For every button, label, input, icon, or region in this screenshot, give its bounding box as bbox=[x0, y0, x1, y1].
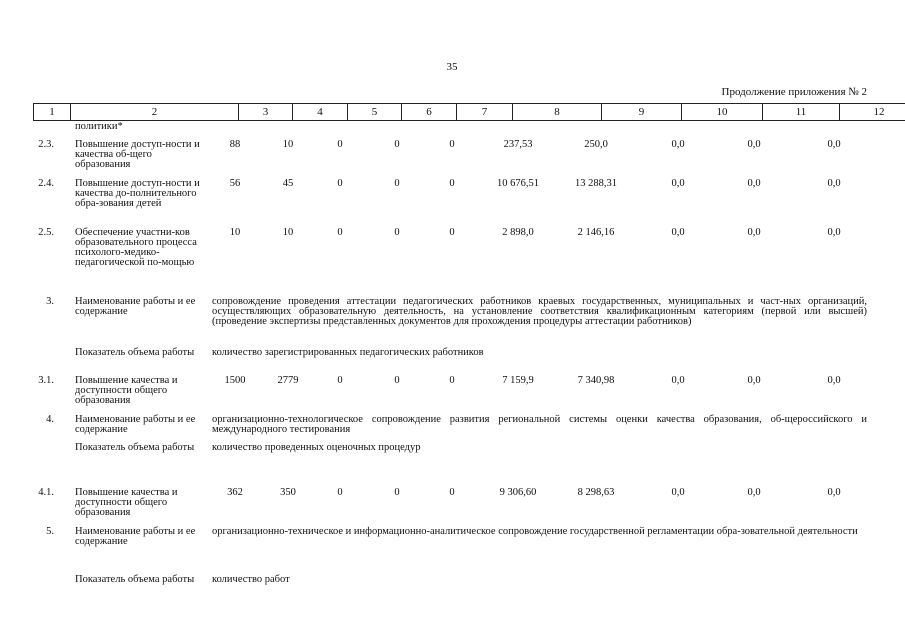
value-col-4: 45 bbox=[282, 178, 294, 189]
header-col-10: 10 bbox=[682, 104, 763, 121]
value-col-10: 0,0 bbox=[671, 227, 685, 238]
value-col-3: 10 bbox=[229, 227, 241, 238]
value-col-5: 0 bbox=[337, 178, 343, 189]
value-col-3: 1500 bbox=[224, 375, 246, 386]
value-col-10: 0,0 bbox=[671, 487, 685, 498]
work-name-label: Наименование работы и ее содержание bbox=[75, 414, 196, 435]
row-number: 3.1. bbox=[38, 375, 54, 386]
row-number: 2.5. bbox=[38, 227, 54, 238]
value-col-12: 0,0 bbox=[827, 375, 841, 386]
value-col-11: 0,0 bbox=[747, 487, 761, 498]
work-name-text: организационно-техническое и информационно-аналитическое сопровождение государственной регламентации обра-зовательной деятельности bbox=[212, 526, 858, 537]
header-col-5: 5 bbox=[348, 104, 402, 121]
volume-indicator-text: количество проведенных оценочных процедур bbox=[212, 442, 421, 453]
section-number: 3. bbox=[46, 296, 54, 307]
value-col-7: 0 bbox=[449, 227, 455, 238]
row-name: Обеспечение участни-ков образовательного процесса психолого-медико-педагогической по-мощью bbox=[75, 227, 197, 268]
value-col-7: 0 bbox=[449, 139, 455, 150]
value-col-8: 10 676,51 bbox=[497, 178, 539, 189]
row-name: Повышение доступ-ности и качества до-полнительного обра-зования детей bbox=[75, 178, 200, 209]
value-col-12: 0,0 bbox=[827, 178, 841, 189]
volume-indicator-text: количество работ bbox=[212, 574, 290, 585]
value-col-4: 2779 bbox=[277, 375, 299, 386]
page-number: 35 bbox=[446, 61, 458, 73]
header-col-9: 9 bbox=[602, 104, 682, 121]
work-name-text: сопровождение проведения аттестации педагогических работников краевых государственных, муниципальных и част-ных организаций, осуществляющих образовательную деятельность, на установление соответствия квалификационным категориям (первой или высшей) (проведение экспертизы представленных документов для прохождения процедуры аттестации работников) bbox=[212, 296, 867, 327]
header-col-8: 8 bbox=[513, 104, 602, 121]
value-col-11: 0,0 bbox=[747, 139, 761, 150]
value-col-3: 362 bbox=[227, 487, 243, 498]
value-col-5: 0 bbox=[337, 375, 343, 386]
value-col-4: 10 bbox=[282, 139, 294, 150]
column-number-header bbox=[33, 103, 905, 121]
header-col-12: 12 bbox=[840, 104, 905, 121]
header-col-2: 2 bbox=[71, 104, 239, 121]
volume-indicator-label: Показатель объема работы bbox=[75, 442, 195, 453]
value-col-3: 56 bbox=[229, 178, 241, 189]
value-col-3: 88 bbox=[229, 139, 241, 150]
value-col-7: 0 bbox=[449, 375, 455, 386]
work-name-label: Наименование работы и ее содержание bbox=[75, 526, 196, 547]
value-col-9: 2 146,16 bbox=[577, 227, 615, 238]
volume-indicator-label: Показатель объема работы bbox=[75, 574, 195, 585]
row-name: Повышение качества и доступности общего образования bbox=[75, 487, 178, 518]
section-number: 5. bbox=[46, 526, 54, 537]
work-name-text: организационно-технологическое сопровождение развития региональной системы оценки качества образования, об-щероссийского и международного тестирования bbox=[212, 414, 867, 435]
value-col-6: 0 bbox=[394, 375, 400, 386]
header-col-11: 11 bbox=[763, 104, 840, 121]
header-col-1: 1 bbox=[34, 104, 71, 121]
value-col-6: 0 bbox=[394, 227, 400, 238]
row-number: 2.4. bbox=[38, 178, 54, 189]
header-col-6: 6 bbox=[402, 104, 457, 121]
value-col-9: 7 340,98 bbox=[577, 375, 615, 386]
value-col-12: 0,0 bbox=[827, 487, 841, 498]
value-col-9: 13 288,31 bbox=[575, 178, 617, 189]
header-col-3: 3 bbox=[239, 104, 293, 121]
value-col-4: 10 bbox=[282, 227, 294, 238]
work-name-label: Наименование работы и ее содержание bbox=[75, 296, 196, 317]
header-col-7: 7 bbox=[457, 104, 513, 121]
value-col-4: 350 bbox=[280, 487, 296, 498]
value-col-9: 250,0 bbox=[584, 139, 608, 150]
row-name: Повышение качества и доступности общего образования bbox=[75, 375, 178, 406]
value-col-11: 0,0 bbox=[747, 375, 761, 386]
volume-indicator-label: Показатель объема работы bbox=[75, 347, 195, 358]
value-col-8: 9 306,60 bbox=[499, 487, 537, 498]
value-col-8: 237,53 bbox=[503, 139, 533, 150]
row-number: 4.1. bbox=[38, 487, 54, 498]
row-number: 2.3. bbox=[38, 139, 54, 150]
row-name: Повышение доступ-ности и качества об-щего образования bbox=[75, 139, 200, 170]
section-number: 4. bbox=[46, 414, 54, 425]
volume-indicator-text: количество зарегистрированных педагогических работников bbox=[212, 347, 484, 358]
value-col-12: 0,0 bbox=[827, 139, 841, 150]
carry-over-text: политики* bbox=[75, 121, 123, 132]
value-col-12: 0,0 bbox=[827, 227, 841, 238]
value-col-6: 0 bbox=[394, 139, 400, 150]
value-col-5: 0 bbox=[337, 227, 343, 238]
value-col-5: 0 bbox=[337, 139, 343, 150]
header-col-4: 4 bbox=[293, 104, 348, 121]
value-col-8: 2 898,0 bbox=[502, 227, 534, 238]
value-col-11: 0,0 bbox=[747, 227, 761, 238]
value-col-5: 0 bbox=[337, 487, 343, 498]
value-col-11: 0,0 bbox=[747, 178, 761, 189]
value-col-7: 0 bbox=[449, 178, 455, 189]
value-col-7: 0 bbox=[449, 487, 455, 498]
value-col-8: 7 159,9 bbox=[502, 375, 534, 386]
value-col-6: 0 bbox=[394, 487, 400, 498]
value-col-10: 0,0 bbox=[671, 375, 685, 386]
value-col-10: 0,0 bbox=[671, 178, 685, 189]
value-col-6: 0 bbox=[394, 178, 400, 189]
value-col-9: 8 298,63 bbox=[577, 487, 615, 498]
value-col-10: 0,0 bbox=[671, 139, 685, 150]
continuation-caption: Продолжение приложения № 2 bbox=[721, 86, 867, 98]
